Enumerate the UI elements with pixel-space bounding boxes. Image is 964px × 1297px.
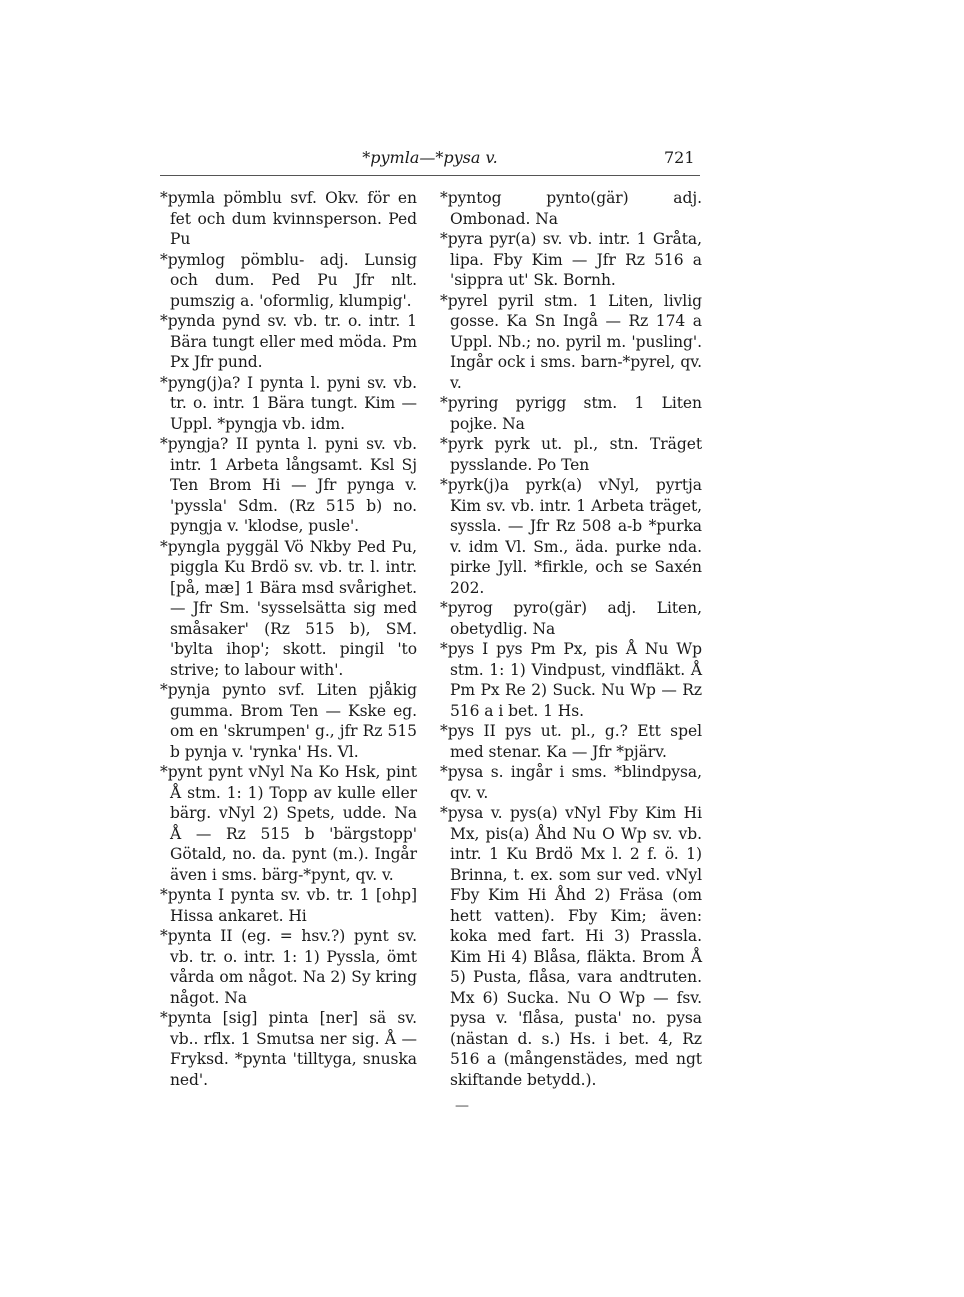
header-rule (160, 175, 700, 176)
dictionary-entry: *pymlog pömblu- adj. Lunsig och dum. Ped Pu Jfr nlt. pumszig a. 'oformlig, klumpig'. (160, 250, 417, 310)
dictionary-entry: *pyring pyrigg stm. 1 Liten pojke. Na (440, 394, 702, 433)
dictionary-entry: *pyrog pyro(gär) adj. Liten, obetydlig. Na (440, 599, 702, 638)
dictionary-entry: *pynta II (eg. = hsv.?) pynt sv. vb. tr. o. intr. 1: 1) Pyssla, ömt vårda om något. Na 2) Sy kring något. Na (160, 927, 417, 1007)
right-column (440, 188, 702, 1090)
dictionary-entry: *pyrk pyrk ut. pl., stn. Träget pysslande. Po Ten (440, 435, 702, 474)
dictionary-entry: *pynda pynd sv. vb. tr. o. intr. 1 Bära tungt eller med möda. Pm Px Jfr pund. (160, 312, 417, 371)
dictionary-entry: *pyntog pynto(gär) adj. Ombonad. Na (440, 189, 702, 228)
dictionary-entry: *pynta [sig] pinta [ner] sä sv. vb.. rflx. 1 Smutsa ner sig. Å — Fryksd. *pynta 'tilltyga, snuska ned'. (160, 1009, 417, 1089)
dictionary-entry: *pyra pyr(a) sv. vb. intr. 1 Gråta, lipa. Fby Kim — Jfr Rz 516 a 'sippra ut' Sk. Bornh. (440, 230, 702, 289)
dictionary-entry: *pynta I pynta sv. vb. tr. 1 [ohp] Hissa ankaret. Hi (160, 886, 417, 925)
dictionary-entry: *pysa s. ingår i sms. *blindpysa, qv. v. (440, 763, 702, 802)
left-column (160, 188, 417, 1090)
dictionary-entry: *pyng(j)a? I pynta l. pyni sv. vb. tr. o. intr. 1 Bära tungt. Kim — Uppl. *pyngja vb. idm. (160, 373, 417, 433)
dictionary-entry: *pymla pömblu svf. Okv. för en fet och dum kvinnsperson. Ped Pu (160, 189, 417, 248)
dictionary-entry: *pyngla pyggäl Vö Nkby Ped Pu, piggla Ku Brdö sv. vb. tr. l. intr. [på, mæ] 1 Bära msd svårighet. — Jfr Sm. 'sysselsätta sig med småsaker' (Rz 515 b), SM. 'bylta ihop'; skott. pingil 'to strive; to labour with'. (160, 537, 417, 679)
dictionary-entry: *pys I pys Pm Px, pis Å Nu Wp stm. 1: 1) Vindpust, vindfläkt. Å Pm Px Re 2) Suck. Nu Wp — Rz 516 a i bet. 1 Hs. (440, 640, 702, 720)
dictionary-entry: *pyrel pyril stm. 1 Liten, livlig gosse. Ka Sn Ingå — Rz 174 a Uppl. Nb.; no. pyril m. 'pusling'. Ingår ock i sms. barn-*pyrel, qv. v. (440, 291, 702, 392)
page-number: 721 (664, 148, 695, 167)
dictionary-entry: *pynja pynto svf. Liten pjåkig gumma. Brom Ten — Kske eg. om en 'skrumpen' g., jfr Rz 515 b pynja v. 'rynka' Hs. Vl. (160, 681, 417, 761)
dictionary-entry: *pysa v. pys(a) vNyl Fby Kim Hi Mx, pis(a) Åhd Nu O Wp sv. vb. intr. 1 Ku Brdö Mx l. 2 f. ö. 1) Brinna, t. ex. som sur ved. vNyl Fby Kim Hi Åhd 2) Fräsa (om hett vatten). Fby Kim; även: koka med fart. Hi 3) Prassla. Kim Hi 4) Blåsa, fläkta. Brom Å 5) Pusta, flåsa, vara andtruten. Mx 6) Sucka. Nu O Wp — fsv. pysa v. 'flåsa, pusta' no. pysa (nästan d. s.) Hs. i bet. 4, Rz 516 a (mångenstädes, med ngt skiftande betydd.). (440, 804, 702, 1089)
dictionary-entry: *pys II pys ut. pl., g.? Ett spel med stenar. Ka — Jfr *pjärv. (440, 722, 702, 761)
dictionary-entry: *pyngja? II pynta l. pyni sv. vb. intr. 1 Arbeta långsamt. Ksl Sj Ten Brom Hi — Jfr pynga v. 'pyssla' Sdm. (Rz 515 b) no. pyngja v. 'klodse, pusle'. (160, 435, 417, 535)
running-header-title: *pymla—*pysa v. (362, 148, 498, 167)
footer-mark: — (455, 1098, 469, 1114)
dictionary-entry: *pyrk(j)a pyrk(a) vNyl, pyrtja Kim sv. vb. intr. 1 Arbeta träget, syssla. — Jfr Rz 508 a-b *purka v. idm Vl. Sm., äda. purke nda. pirke Jyll. *firkle, och se Saxén 202. (440, 476, 702, 597)
dictionary-entry: *pynt pynt vNyl Na Ko Hsk, pint Å stm. 1: 1) Topp av kulle eller bärg. vNyl 2) Spets, udde. Na Å — Rz 515 b 'bärgstopp' Götald, no. da. pynt (m.). Ingår även i sms. bärg-*pynt, qv. v. (160, 763, 417, 884)
